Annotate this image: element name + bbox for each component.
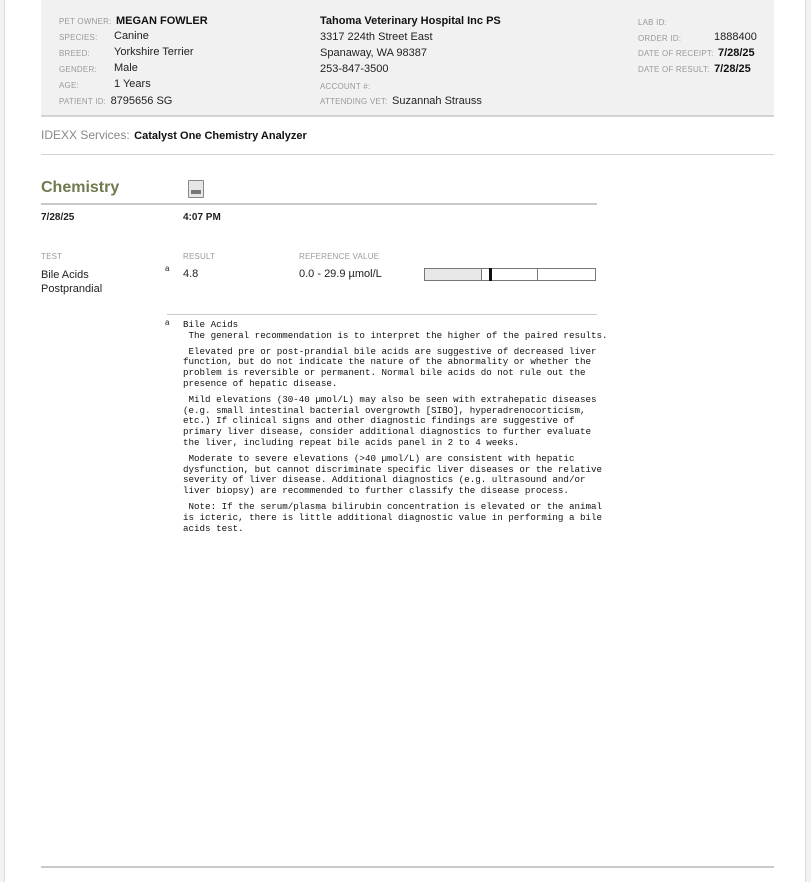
account-label: ACCOUNT #:: [320, 82, 371, 91]
col-result-header: RESULT: [183, 252, 216, 261]
gender-label: GENDER:: [59, 65, 97, 74]
range-low-tick: [481, 269, 482, 280]
vet-label: ATTENDING VET:: [320, 97, 388, 106]
breed-value: Yorkshire Terrier: [114, 46, 194, 58]
gender-value: Male: [114, 62, 138, 74]
notes-paragraph: The general recommendation is to interpret the higher of the paired results.: [183, 329, 608, 341]
age-label: AGE:: [59, 81, 79, 90]
section-title: Chemistry: [41, 179, 120, 196]
test-name-line2: Postprandial: [41, 283, 103, 295]
result-date-label: DATE OF RESULT:: [638, 65, 710, 74]
notes-divider: [167, 314, 597, 315]
owner-value: MEGAN FOWLER: [115, 15, 208, 27]
section-date: 7/28/25: [41, 212, 75, 223]
order-id-value: 1888400: [714, 31, 757, 43]
col-reference-header: REFERENCE VALUE: [299, 252, 380, 261]
services-line: [41, 126, 774, 155]
notes-heading: Bile Acids: [183, 319, 239, 330]
test-name: [41, 268, 102, 296]
vet-value: Suzannah Strauss: [392, 95, 482, 107]
species-value: Canine: [114, 30, 149, 42]
section-time: 4:07 PM: [183, 212, 221, 223]
clinic-city: Spanaway, WA 98387: [320, 47, 428, 59]
owner-label: PET OWNER:: [59, 17, 112, 26]
footer-divider: [41, 866, 774, 868]
species-label: SPECIES:: [59, 33, 98, 42]
test-result: 4.8: [183, 268, 199, 280]
print-icon[interactable]: [188, 180, 204, 198]
notes-paragraph: Elevated pre or post-prandial bile acids are suggestive of decreased liver function, but do not indicate the nature of the abnormality or whether the problem is reversible or permanent. Normal bile acids do not rule out the presence of hepatic disease.: [183, 345, 597, 389]
patient-id-value: 8795656 SG: [110, 95, 173, 107]
clinic-street: 3317 224th Street East: [320, 31, 433, 43]
test-name-line1: Bile Acids: [41, 269, 89, 281]
lab-id-label: LAB ID:: [638, 18, 667, 27]
age-value: 1 Years: [114, 78, 151, 90]
order-id-label: ORDER ID:: [638, 34, 682, 43]
clinic-name: Tahoma Veterinary Hospital Inc PS: [320, 15, 501, 27]
report-header: [41, 0, 774, 117]
section-divider: [41, 203, 597, 205]
receipt-label: DATE OF RECEIPT:: [638, 49, 714, 58]
test-flag: a: [165, 264, 170, 273]
notes-paragraph: Mild elevations (30-40 µmol/L) may also be seen with extrahepatic diseases (e.g. small intestinal bacterial overgrowth [SIBO], hyperadrenocorticism, etc.) If clinical signs and other diagnostic findings are suggestive of primary liver disease, consider additional diagnostics to further evaluate the liver, including repeat bile acids panel in 2 to 4 weeks.: [183, 393, 597, 448]
report-page: [4, 0, 806, 882]
interpretation-notes: [183, 320, 623, 539]
notes-flag: a: [165, 318, 170, 327]
result-marker: [489, 268, 492, 281]
result-date-value: 7/28/25: [714, 63, 751, 75]
test-reference: 0.0 - 29.9 µmol/L: [299, 268, 382, 280]
patient-id-label: PATIENT ID:: [59, 97, 107, 106]
range-high-tick: [537, 269, 538, 280]
range-low-zone: [425, 269, 481, 280]
receipt-value: 7/28/25: [717, 47, 755, 59]
services-value: Catalyst One Chemistry Analyzer: [134, 130, 307, 142]
col-test-header: TEST: [41, 252, 63, 261]
breed-label: BREED:: [59, 49, 90, 58]
clinic-phone: 253-847-3500: [320, 63, 389, 75]
reference-range-bar: [424, 268, 596, 281]
services-label: IDEXX Services:: [41, 128, 130, 142]
notes-paragraph: Moderate to severe elevations (>40 µmol/L) are consistent with hepatic dysfunction, but cannot discriminate specific liver diseases or the relative severity of liver disease. Additional diagnostics (e.g. ultrasound and/or liver biopsy) are recommended to further classify the disease process.: [183, 452, 603, 497]
notes-paragraph: Note: If the serum/plasma bilirubin concentration is elevated or the animal is icteric, there is little additional diagnostic value in performing a bile acids test.: [183, 500, 603, 534]
